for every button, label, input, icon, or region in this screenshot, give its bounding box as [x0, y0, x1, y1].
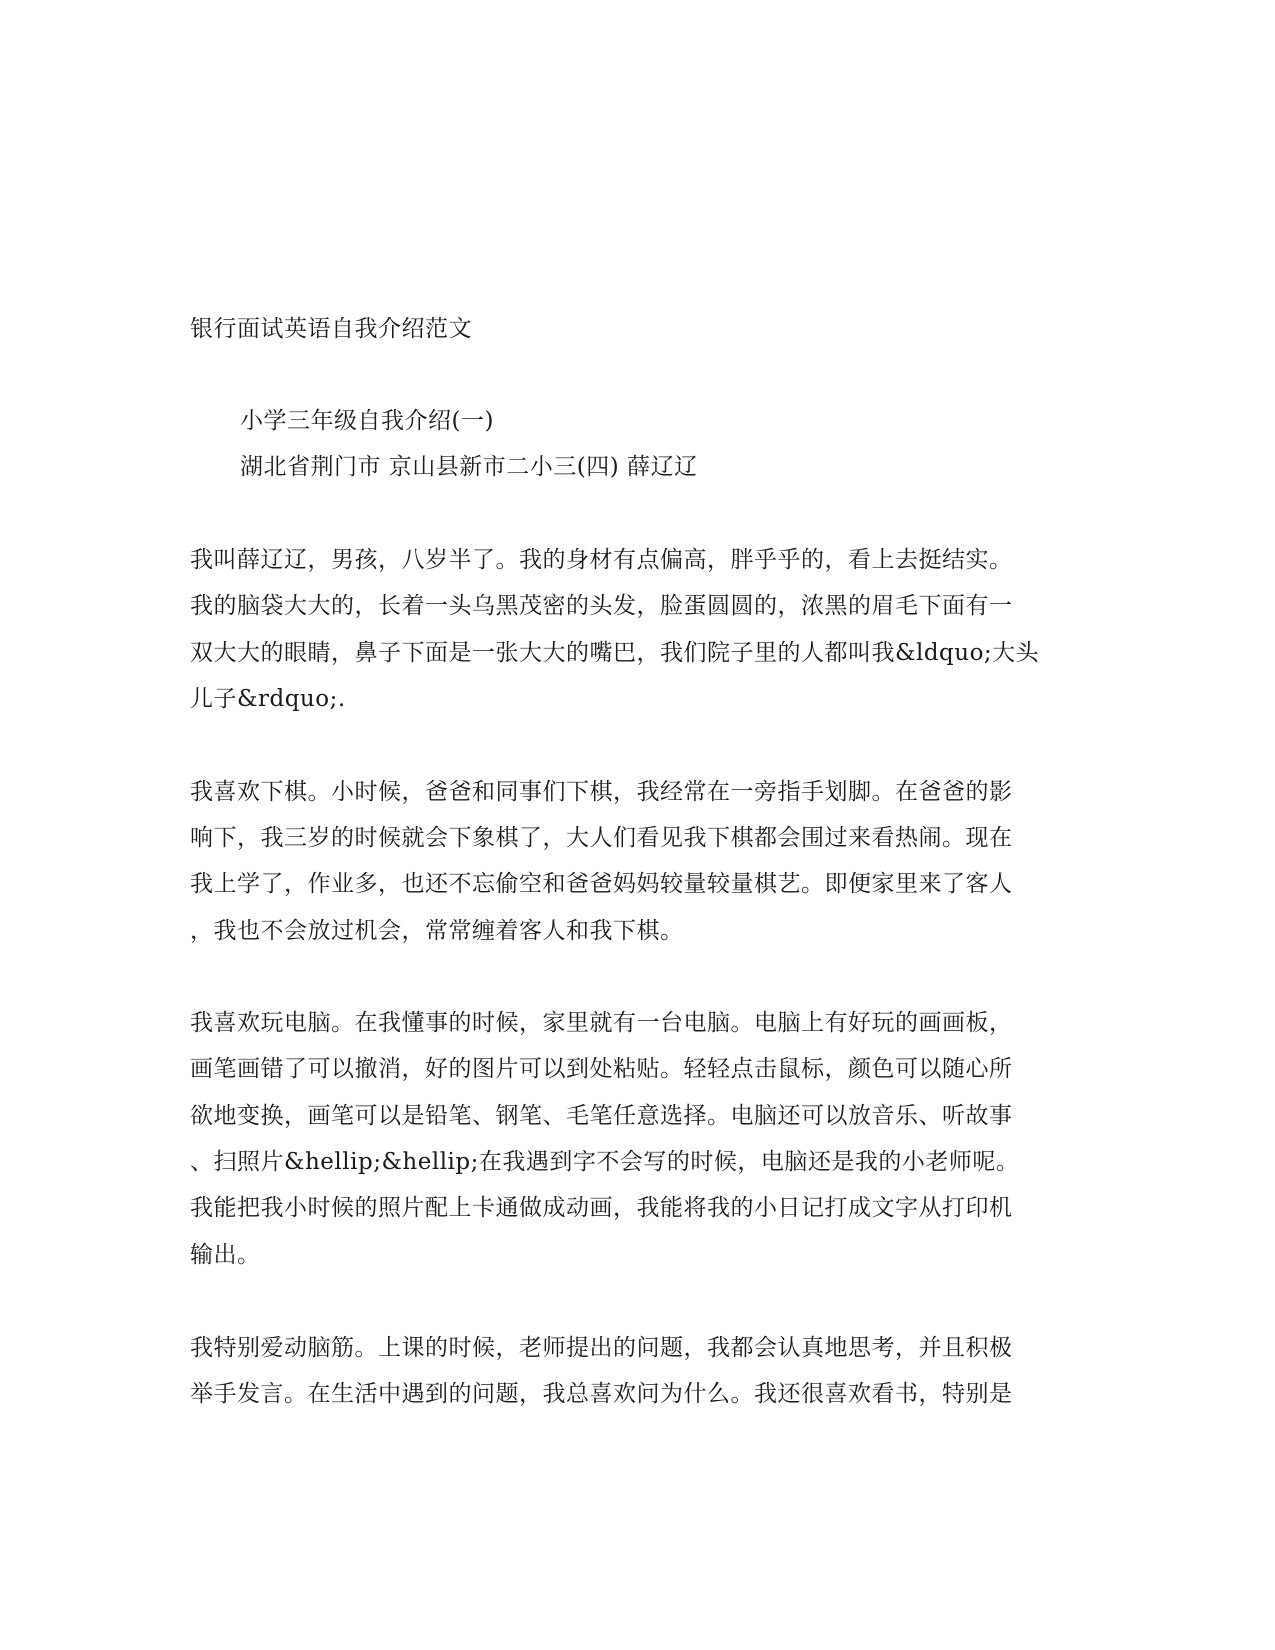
paragraph-line: 输出。 — [190, 1242, 261, 1268]
document-subtitle: 小学三年级自我介绍(一) — [240, 408, 494, 434]
paragraph-line: 儿子&rdquo;. — [190, 686, 346, 712]
paragraph-line: 画笔画错了可以撤消，好的图片可以到处粘贴。轻轻点击鼠标，颜色可以随心所 — [190, 1056, 1013, 1082]
paragraph-line: ，我也不会放过机会，常常缠着客人和我下棋。 — [190, 918, 684, 944]
paragraph-line: 、扫照片&hellip;&hellip;在我遇到字不会写的时候，电脑还是我的小老师呢。 — [190, 1149, 1020, 1175]
paragraph-line: 欲地变换，画笔可以是铅笔、钢笔、毛笔任意选择。电脑还可以放音乐、听故事 — [190, 1103, 1013, 1129]
paragraph-line: 举手发言。在生活中遇到的问题，我总喜欢问为什么。我还很喜欢看书，特别是 — [190, 1381, 1013, 1407]
paragraph-line: 我上学了，作业多，也还不忘偷空和爸爸妈妈较量较量棋艺。即便家里来了客人 — [190, 871, 1013, 897]
paragraph-line: 我能把我小时候的照片配上卡通做成动画，我能将我的小日记打成文字从打印机 — [190, 1195, 1013, 1221]
paragraph-line: 我的脑袋大大的，长着一头乌黑茂密的头发，脸蛋圆圆的，浓黑的眉毛下面有一 — [190, 593, 1013, 619]
paragraph-line: 响下，我三岁的时候就会下象棋了，大人们看见我下棋都会围过来看热闹。现在 — [190, 825, 1013, 851]
paragraph-line: 双大大的眼睛，鼻子下面是一张大大的嘴巴，我们院子里的人都叫我&ldquo;大头 — [190, 640, 1040, 666]
paragraph-line: 我喜欢玩电脑。在我懂事的时候，家里就有一台电脑。电脑上有好玩的画画板， — [190, 1010, 1013, 1036]
document-title: 银行面试英语自我介绍范文 — [190, 316, 472, 342]
paragraph-line: 我叫薛辽辽，男孩，八岁半了。我的身材有点偏高，胖乎乎的，看上去挺结实。 — [190, 547, 1013, 573]
paragraph-line: 我喜欢下棋。小时候，爸爸和同事们下棋，我经常在一旁指手划脚。在爸爸的影 — [190, 779, 1013, 805]
paragraph-line: 我特别爱动脑筋。上课的时候，老师提出的问题，我都会认真地思考，并且积极 — [190, 1335, 1013, 1361]
author-line: 湖北省荆门市 京山县新市二小三(四) 薛辽辽 — [240, 454, 698, 480]
